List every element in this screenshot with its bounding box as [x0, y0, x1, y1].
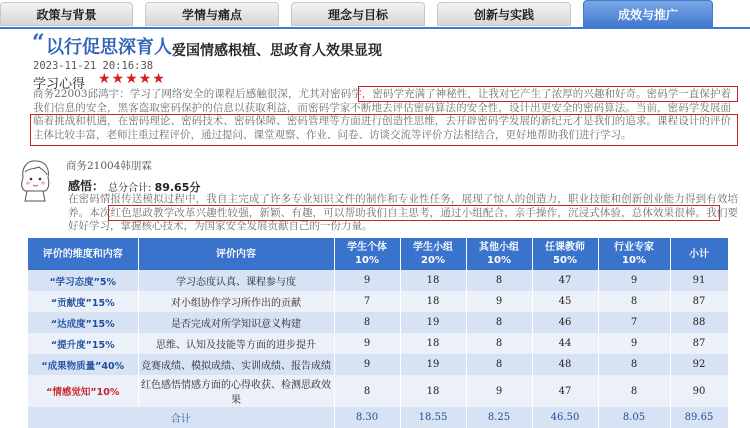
score-cell: 8 — [598, 291, 670, 312]
score-cell: 47 — [532, 270, 598, 291]
highlight-box — [30, 114, 738, 146]
header-content: 评价内容 — [138, 238, 334, 270]
tab-results-promotion[interactable]: 成效与推广 — [583, 0, 713, 28]
score-value: 89.65分 — [154, 181, 201, 194]
tab-innovation-practice[interactable]: 创新与实践 — [437, 2, 571, 26]
table-row — [28, 291, 728, 312]
content-cell: 思维、认知及技能等方面的进步提升 — [138, 333, 334, 354]
dimension-cell: “成果物质量”40% — [28, 354, 138, 375]
total-cell: 89.65 — [670, 407, 728, 428]
content-cell: 竞赛成绩、模拟成绩、实训成绩、报告成绩 — [138, 354, 334, 375]
score-cell: 46 — [532, 312, 598, 333]
page-title: 以行促思深育人 — [46, 37, 172, 58]
page-subtitle: 爱国情感根植、思政育人效果显现 — [172, 43, 382, 59]
score-cell: 9 — [598, 333, 670, 354]
dimension-cell: “情感觉知”10% — [28, 375, 138, 407]
dimension-cell: “提升度”15% — [28, 333, 138, 354]
score-cell: 8 — [598, 354, 670, 375]
total-cell: 18.55 — [400, 407, 466, 428]
score-cell: 8 — [466, 270, 532, 291]
dimension-cell: “贡献度”15% — [28, 291, 138, 312]
subtotal-cell: 92 — [670, 354, 728, 375]
score-cell: 44 — [532, 333, 598, 354]
score-cell: 8 — [334, 312, 400, 333]
score-cell: 9 — [334, 333, 400, 354]
student-avatar-icon — [15, 158, 55, 202]
dimension-cell: “学习态度”5% — [28, 270, 138, 291]
dimension-cell: “达成度”15% — [28, 312, 138, 333]
score-cell: 18 — [400, 270, 466, 291]
table-row — [28, 270, 728, 291]
table-header-row — [28, 238, 728, 270]
score-cell: 9 — [598, 270, 670, 291]
tab-policy-background[interactable]: 政策与背景 — [0, 2, 133, 26]
score-cell: 9 — [466, 291, 532, 312]
content-cell: 红色感悟情感方面的心得收获、检测思政效果 — [138, 375, 334, 407]
score-cell: 45 — [532, 291, 598, 312]
score-cell: 18 — [400, 333, 466, 354]
score-cell: 19 — [400, 312, 466, 333]
evaluation-table — [28, 238, 729, 428]
rating-stars: ★★★★★ — [98, 71, 166, 87]
content-cell: 对小组协作学习所作出的贡献 — [138, 291, 334, 312]
score-cell: 18 — [400, 291, 466, 312]
score-cell: 47 — [532, 375, 598, 407]
entry-date: 2023-11-21 20:16:38 — [33, 60, 154, 72]
score-cell: 8 — [466, 333, 532, 354]
table-row — [28, 333, 728, 354]
header-group: 学生小组 20% — [400, 238, 466, 270]
score-cell: 9 — [334, 354, 400, 375]
subtotal-cell: 91 — [670, 270, 728, 291]
entry-label: 学习心得 — [33, 77, 86, 92]
reflection-text-2: 在密码情报传送模拟过程中，我自主完成了许多专业知识文件的制作和专业性任务，展现了惊人的创造力，职业技能和创新创业能力得到有效培养。本次红色思政教学改革兴趣性较强，新颖、有趣，可以帮助我们自主思考，通过小组配合，亲手操作，沉浸式体验，总体效果很棒。我们要好好学习，掌握核心技术，为国家安全发展贡献自己的一份力量。 — [68, 193, 738, 232]
score-cell: 8 — [466, 312, 532, 333]
highlight-box — [358, 86, 738, 102]
tab-underline — [0, 27, 750, 29]
score-cell: 8 — [598, 375, 670, 407]
content-cell: 是否完成对所学知识意义构建 — [138, 312, 334, 333]
score-cell: 9 — [334, 270, 400, 291]
tab-concept-goals[interactable]: 理念与目标 — [291, 2, 425, 26]
score-cell: 7 — [598, 312, 670, 333]
table-row — [28, 375, 728, 407]
score-cell: 18 — [400, 375, 466, 407]
score-label: 总分合计: — [108, 183, 152, 194]
header-teacher: 任课教师 50% — [532, 238, 598, 270]
subtotal-cell: 88 — [670, 312, 728, 333]
total-cell: 8.30 — [334, 407, 400, 428]
score-cell: 48 — [532, 354, 598, 375]
table-row — [28, 312, 728, 333]
total-row — [28, 407, 728, 428]
author-name: 商务21004韩朋霖 — [66, 160, 152, 172]
feel-label: 感悟： — [68, 179, 105, 193]
header-subtotal: 小计 — [670, 238, 728, 270]
total-label: 合计 — [28, 407, 334, 428]
content-cell: 学习态度认真、课程参与度 — [138, 270, 334, 291]
header-other-group: 其他小组 10% — [466, 238, 532, 270]
total-cell: 8.05 — [598, 407, 670, 428]
header-individual: 学生个体 10% — [334, 238, 400, 270]
reflection-text-1: 商务22003邱鸿宇：学习了网络安全的课程后感触很深，尤其对密码学，密码学充满了神秘性，让我对它产生了浓厚的兴趣和好奇。密码学一直保护着我们信息的安全，黑客盗取密码保护的信息以获取利益，而密码学家不断地去评估密码算法的安全性，设计出更安全的密码算法。当前，密码学发展面临着挑战和机遇，在密码理论、密码技术、密码保障、密码管理等方面进行创造性思维，去开辟密码学发展的新纪元才是我们的追求。课程设计的评价主体比较丰富，老师注重过程评价，通过提问、课堂观察、作业、问卷、访谈交流等评价方法相结合，更好地帮助我们进行学习。 — [33, 88, 731, 141]
header-dimension: 评价的维度和内容 — [28, 238, 138, 270]
quote-mark: “ — [32, 30, 45, 56]
table-row — [28, 354, 728, 375]
score-cell: 7 — [334, 291, 400, 312]
score-cell: 9 — [466, 375, 532, 407]
total-cell: 46.50 — [532, 407, 598, 428]
header-expert: 行业专家 10% — [598, 238, 670, 270]
tab-learning-pain-points[interactable]: 学情与痛点 — [145, 2, 279, 26]
score-cell: 19 — [400, 354, 466, 375]
section-tabs — [0, 0, 750, 28]
subtotal-cell: 87 — [670, 291, 728, 312]
total-cell: 8.25 — [466, 407, 532, 428]
score-cell: 8 — [466, 354, 532, 375]
subtotal-cell: 90 — [670, 375, 728, 407]
score-cell: 8 — [334, 375, 400, 407]
subtotal-cell: 87 — [670, 333, 728, 354]
